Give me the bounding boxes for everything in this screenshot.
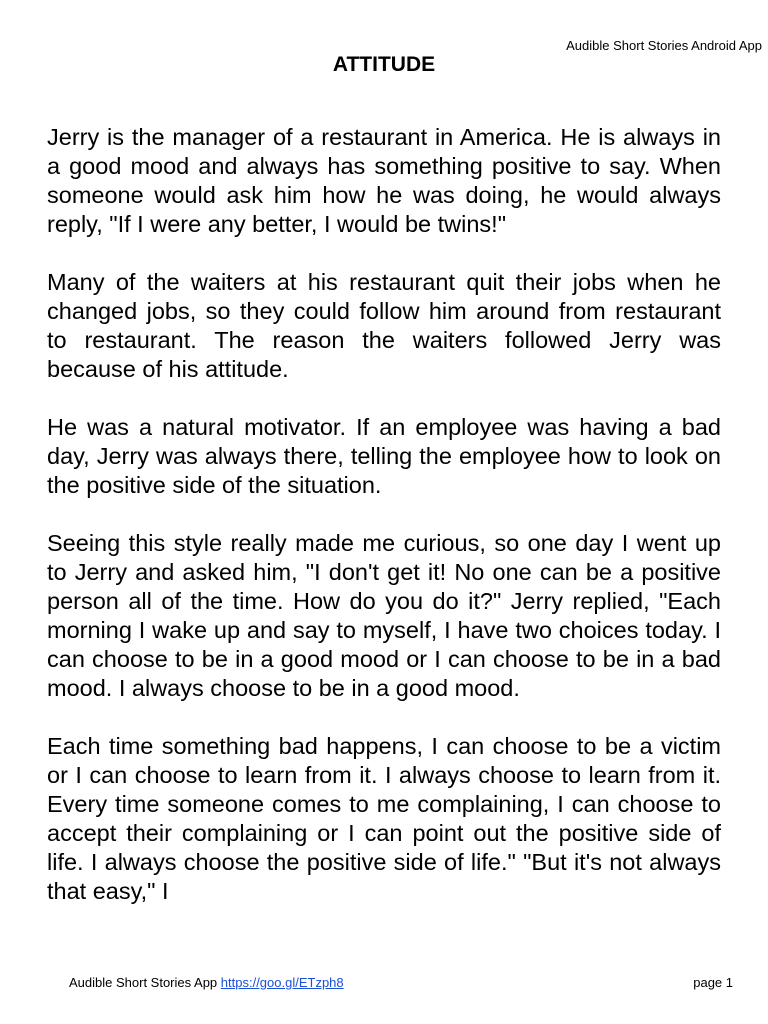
footer-left bbox=[69, 975, 344, 991]
paragraph-3: He was a natural motivator. If an employee was having a bad day, Jerry was always there, telling the employee how to look on the positive side of the situation. bbox=[47, 414, 721, 498]
paragraph-4: Seeing this style really made me curious, so one day I went up to Jerry and asked him, "I don't get it! No one can be a positive person all of the time. How do you do it?" Jerry replied, "Each morning I wake up and say to myself, I have two choices today. I can choose to be in a good mood or I can choose to be in a bad mood. I always choose to be in a good mood. bbox=[47, 530, 721, 701]
paragraph-5: Each time something bad happens, I can choose to be a victim or I can choose to learn from it. I always choose to learn from it. Every time someone comes to me complaining, I can choose to accept their complaining or I can point out the positive side of life. I always choose the positive side of life." "But it's not always that easy," I bbox=[47, 733, 721, 904]
footer-app-label: Audible Short Stories App bbox=[69, 975, 218, 990]
story-body bbox=[47, 123, 721, 968]
paragraph-2: Many of the waiters at his restaurant quit their jobs when he changed jobs, so they could follow him around from restaurant to restaurant. The reason the waiters followed Jerry was because of his attitude. bbox=[47, 269, 721, 382]
page-number: page 1 bbox=[693, 975, 733, 990]
header-app-label: Audible Short Stories Android App bbox=[566, 38, 762, 53]
paragraph-1: Jerry is the manager of a restaurant in America. He is always in a good mood and always has something positive to say. When someone would ask him how he was doing, he would always reply, "If I were any better, I would be twins!" bbox=[47, 124, 721, 237]
footer-app-link[interactable]: https://goo.gl/ETzph8 bbox=[220, 975, 344, 990]
document-title: ATTITUDE bbox=[332, 53, 436, 76]
